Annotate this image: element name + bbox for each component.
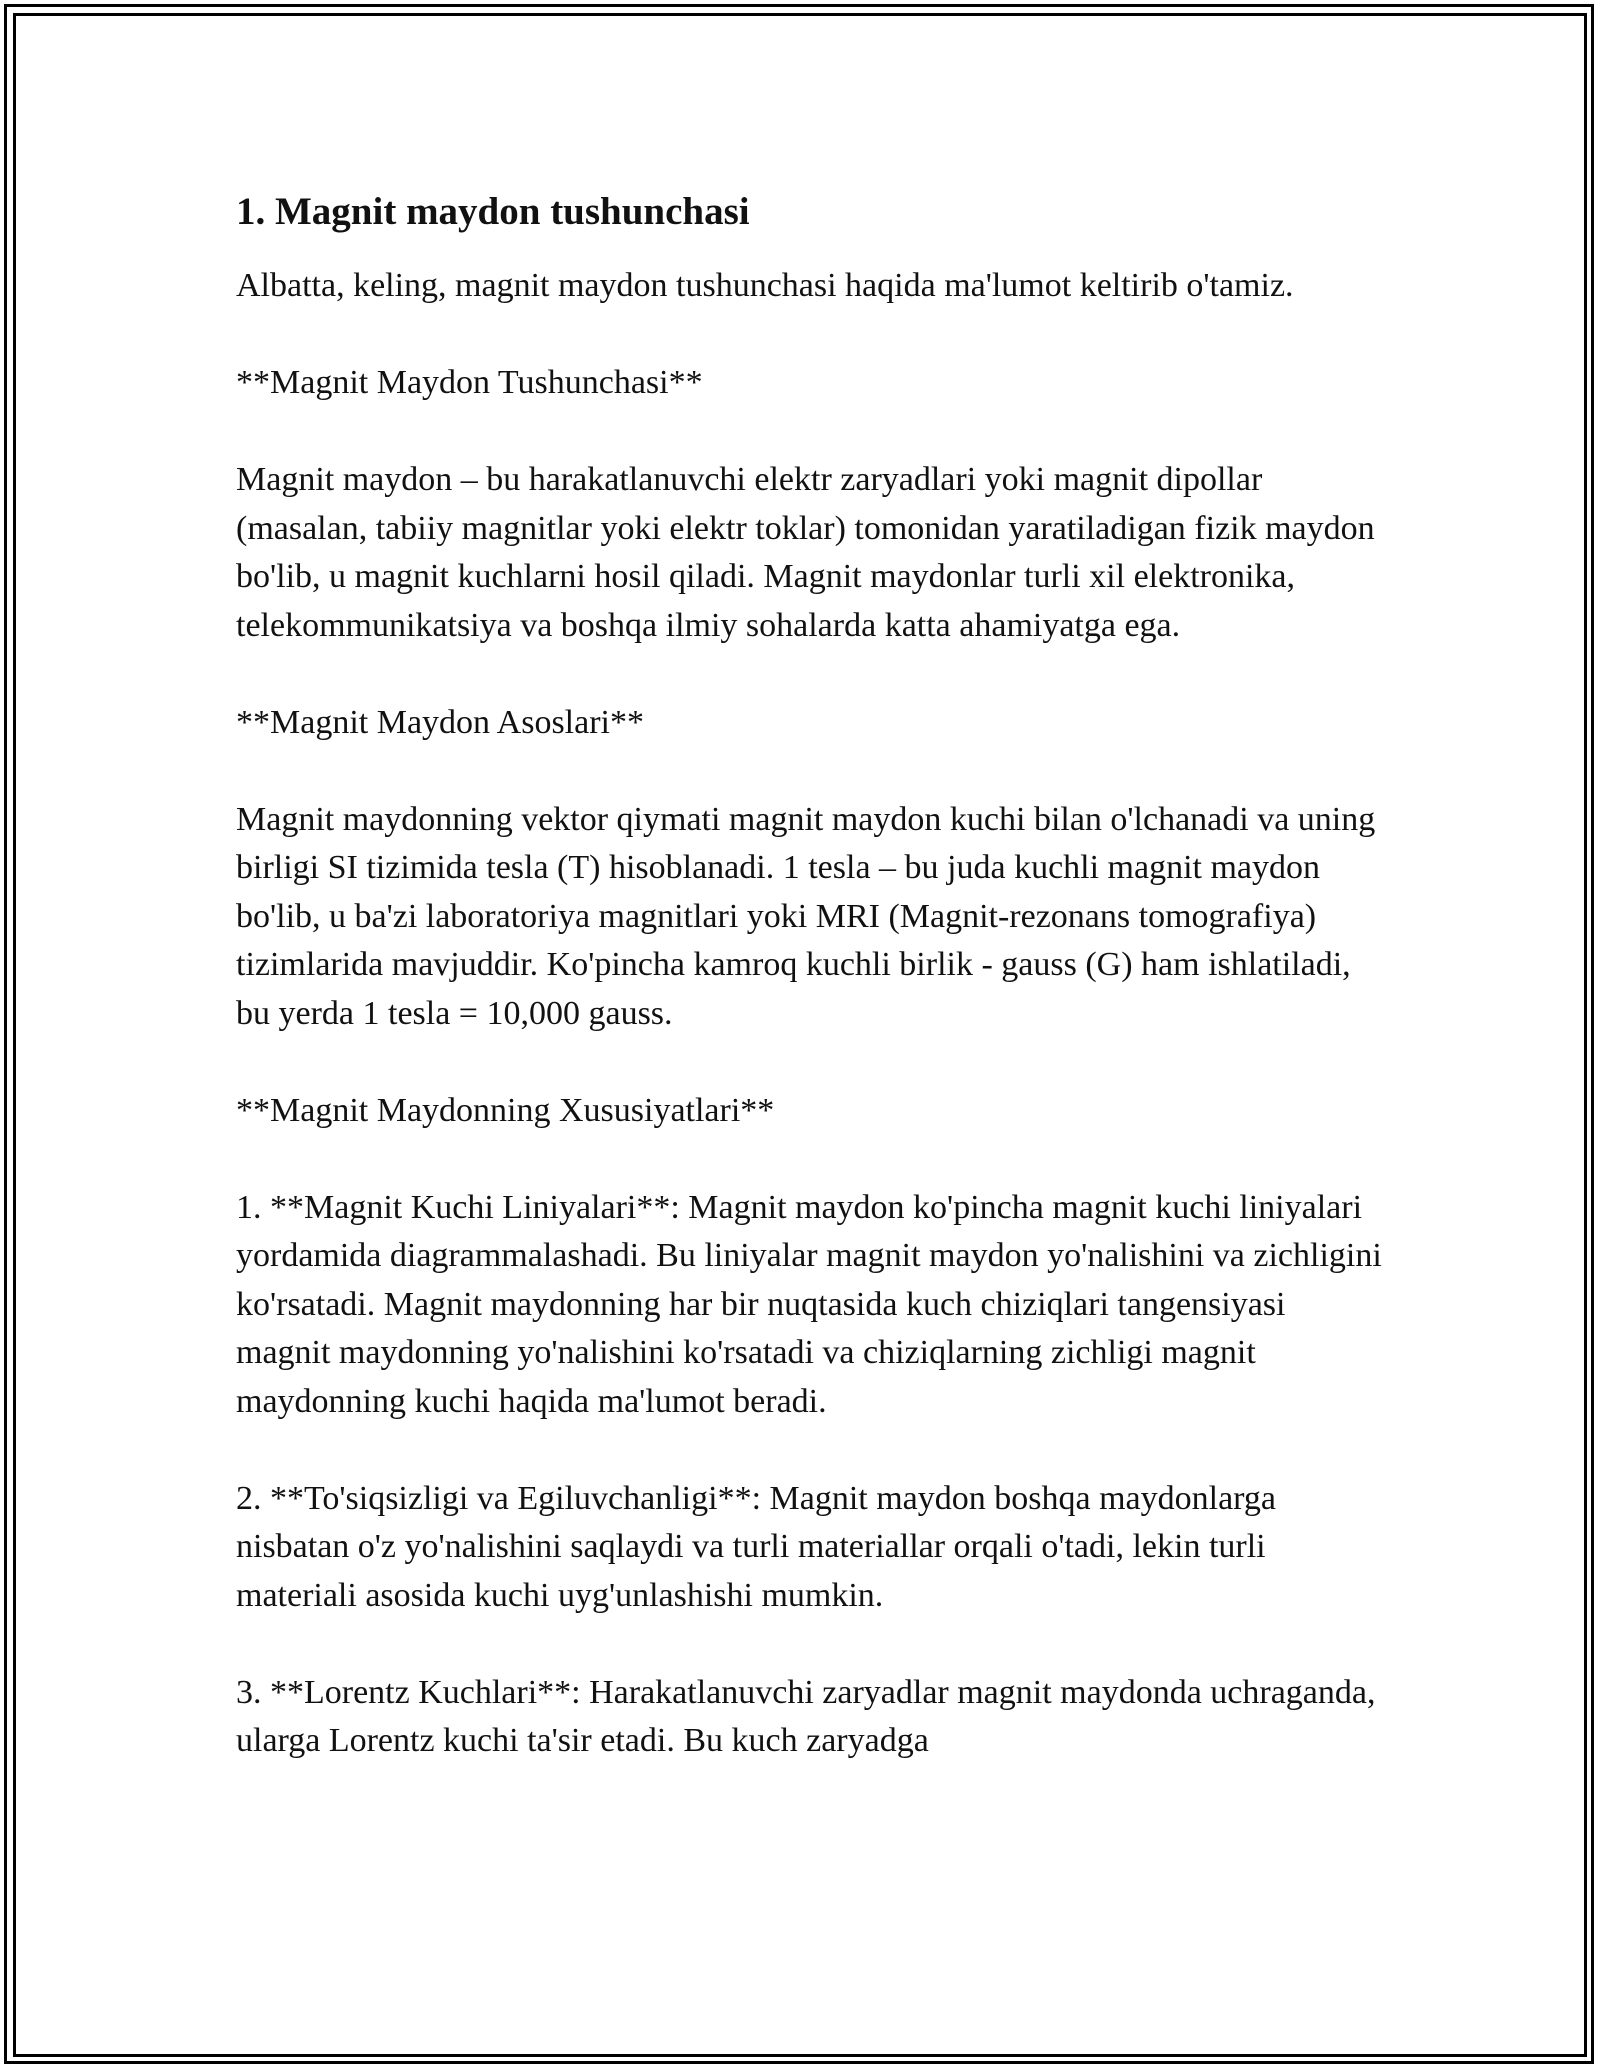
paragraph-definition: Magnit maydon – bu harakatlanuvchi elektr zaryadlari yoki magnit dipollar (masalan, tabiiy magnitlar yoki elektr toklar) tomonidan yaratiladigan fizik maydon bo'lib, u magnit kuchlarni hosil qiladi. Magnit maydonlar turli xil elektronika, telekommunikatsiya va boshqa ilmiy sohalarda katta ahamiyatga ega.	[236, 461, 1375, 644]
document-title: 1. Magnit maydon tushunchasi	[236, 190, 750, 233]
paragraph-intro: Albatta, keling, magnit maydon tushunchasi haqida ma'lumot keltirib o'tamiz.	[236, 267, 1294, 304]
paragraph-heading-properties: **Magnit Maydonning Xususiyatlari**	[236, 1091, 775, 1129]
document-body	[236, 184, 1386, 1814]
paragraph-heading-basics: **Magnit Maydon Asoslari**	[236, 703, 644, 741]
paragraph-units: Magnit maydonning vektor qiymati magnit maydon kuchi bilan o'lchanadi va uning birligi SI tizimida tesla (T) hisoblanadi. 1 tesla – bu juda kuchli magnit maydon bo'lib, u ba'zi laboratoriya magnitlari yoki MRI (Magnit-rezonans tomografiya) tizimlarida mavjuddir. Ko'pincha kamroq kuchli birlik - gauss (G) ham ishlatiladi, bu yerda 1 tesla = 10,000 gauss.	[236, 800, 1376, 1032]
paragraph-item-1: 1. **Magnit Kuchi Liniyalari**: Magnit maydon ko'pincha magnit kuchi liniyalari yordamida diagrammalashadi. Bu liniyalar magnit maydon yo'nalishini va zichligini ko'rsatadi. Magnit maydonning har bir nuqtasida kuch chiziqlari tangensiyasi magnit maydonning yo'nalishini ko'rsatadi va chiziqlarning zichligi magnit maydonning kuchi haqida ma'lumot beradi.	[236, 1188, 1382, 1420]
paragraph-heading-concept: **Magnit Maydon Tushunchasi**	[236, 364, 703, 401]
paragraph-item-2: 2. **To'siqsizligi va Egiluvchanligi**: Magnit maydon boshqa maydonlarga nisbatan o'z yo'nalishini saqlaydi va turli materiallar orqali o'tadi, lekin turli materiali asosida kuchi uyg'unlashishi mumkin.	[236, 1479, 1276, 1614]
paragraph-item-3: 3. **Lorentz Kuchlari**: Harakatlanuvchi zaryadlar magnit maydonda uchraganda, ularga Lorentz kuchi ta'sir etadi. Bu kuch zaryadga	[236, 1673, 1376, 1759]
